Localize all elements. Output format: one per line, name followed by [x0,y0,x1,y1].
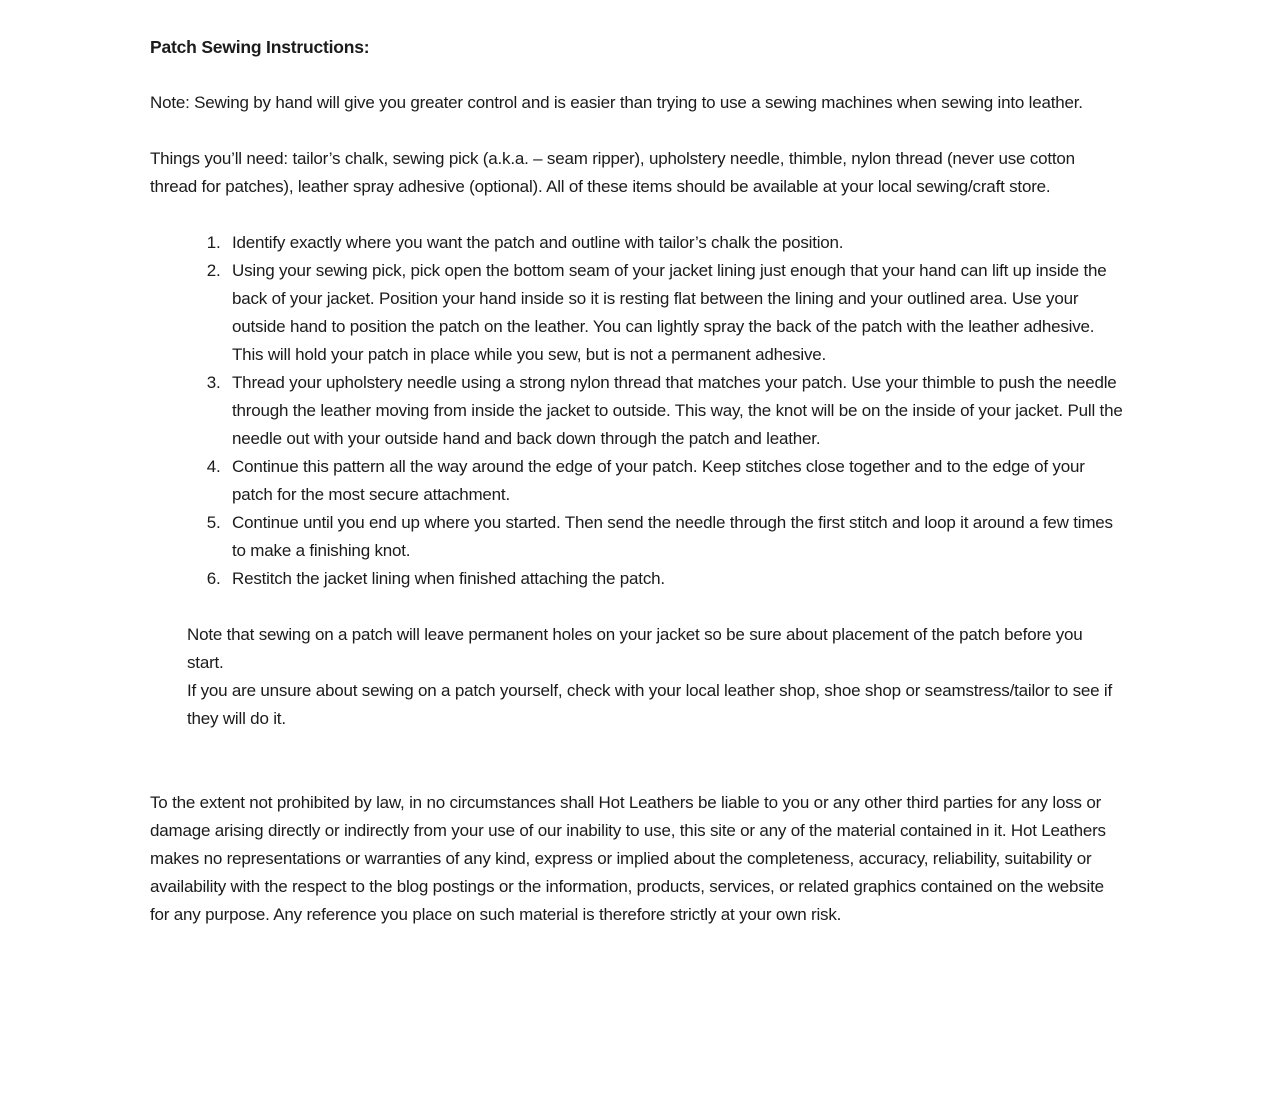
instruction-step-6: 6. Restitch the jacket lining when finished attaching the patch. [225,565,1125,593]
instruction-step-1: 1. Identify exactly where you want the patch and outline with tailor’s chalk the position. [225,229,1125,257]
instruction-step-5: 5. Continue until you end up where you started. Then send the needle through the first stitch and loop it around a few times to make a finishing knot. [225,509,1125,565]
instruction-list [150,229,1125,593]
instruction-step-3: 3. Thread your upholstery needle using a strong nylon thread that matches your patch. Use your thimble to push the needle through the leather moving from inside the jacket to outside. This way, the knot will be on the inside of your jacket. Pull the needle out with your outside hand and back down through the patch and leather. [225,369,1125,453]
disclaimer-paragraph: To the extent not prohibited by law, in no circumstances shall Hot Leathers be liable to you or any other third parties for any loss or damage arising directly or indirectly from your use of our inability to use, this site or any of the material contained in it. Hot Leathers makes no representations or warranties of any kind, express or implied about the completeness, accuracy, reliability, suitability or availability with the respect to the blog postings or the information, products, services, or related graphics contained on the website for any purpose. Any reference you place on such material is therefore strictly at your own risk. [150,793,1106,924]
intro-paragraph-supplies: Things you’ll need: tailor’s chalk, sewing pick (a.k.a. – seam ripper), upholstery needle, thimble, nylon thread (never use cotton thread for patches), leather spray adhesive (optional). All of these items should be available at your local sewing/craft store. [150,149,1075,196]
note-permanent-holes: Note that sewing on a patch will leave permanent holes on your jacket so be sure about placement of the patch before you start. [187,625,1083,672]
note-block [187,621,1122,733]
note-unsure-sewing: If you are unsure about sewing on a patch yourself, check with your local leather shop, shoe shop or seamstress/tailor to see if they will do it. [187,681,1113,728]
document-title: Patch Sewing Instructions: [150,37,370,57]
instruction-step-2: 2. Using your sewing pick, pick open the bottom seam of your jacket lining just enough that your hand can lift up inside the back of your jacket. Position your hand inside so it is resting flat between the lining and your outlined area. Use your outside hand to position the patch on the leather. You can lightly spray the back of the patch with the leather adhesive. This will hold your patch in place while you sew, but is not a permanent adhesive. [225,257,1125,369]
intro-paragraph-sewing-by-hand: Note: Sewing by hand will give you greater control and is easier than trying to use a sewing machines when sewing into leather. [150,93,1083,112]
instruction-step-4: 4. Continue this pattern all the way around the edge of your patch. Keep stitches close together and to the edge of your patch for the most secure attachment. [225,453,1125,509]
